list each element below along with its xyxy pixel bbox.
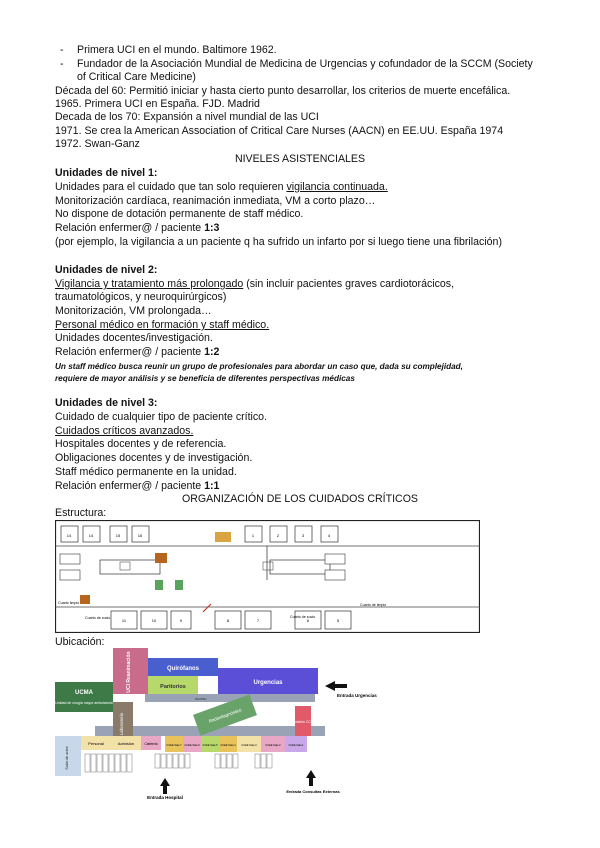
room-number: 14 xyxy=(88,533,94,538)
room-number: 14 xyxy=(66,533,72,538)
bed-icon xyxy=(60,570,80,580)
cart-icon xyxy=(155,553,167,563)
level2-ratio xyxy=(55,346,219,359)
ucma-label: UCMA xyxy=(75,690,93,696)
level1-line xyxy=(55,181,388,194)
entrada-consultas-label: Entrada Consultas Externas xyxy=(286,789,340,794)
section-title-niveles: NIVELES ASISTENCIALES xyxy=(234,153,366,165)
section-title-organizacion: ORGANIZACIÓN DE LOS CUIDADOS CRÍTICOS xyxy=(181,493,419,505)
sala-label: CCEE Sala 6 xyxy=(184,744,200,747)
room-label: Cuarto de sucio xyxy=(290,615,316,619)
level2-line1-underline: Vigilancia y tratamiento más prolongado xyxy=(55,278,244,290)
quirofanos-label: Quirófanos xyxy=(166,666,200,672)
ratio-value: 1:2 xyxy=(204,346,220,358)
level2-note: Un staff médico busca reunir un grupo de profesionales para abordar un caso que, dada su complejidad, xyxy=(55,362,463,371)
bed-icon xyxy=(60,554,80,564)
box-icon xyxy=(215,532,231,542)
room-number: 11 xyxy=(121,618,127,623)
ratio-label: Relación enfermer@ / paciente xyxy=(55,480,205,492)
admision-label: Admisión xyxy=(117,741,135,746)
nursing-station xyxy=(270,560,330,574)
level3-line: Cuidado de cualquier tipo de paciente crítico. xyxy=(55,411,268,423)
level2-line xyxy=(55,278,454,291)
radiodiagnostico-label: Radiodiagnóstico xyxy=(208,707,243,724)
sala-label: CCEE Sala 4 xyxy=(220,744,236,747)
room-label: Cuarto de limpio xyxy=(360,603,387,607)
bullet-continuation: of Critical Care Medicine) xyxy=(77,71,196,83)
room-number: 7 xyxy=(256,618,260,623)
paritorios-label: Paritorios xyxy=(160,684,186,690)
sala-label: CCEE Sala 2 xyxy=(265,744,281,747)
laboratorio-label: Laboratorio xyxy=(119,712,124,736)
level1-line: Monitorización cardíaca, reanimación inmediata, VM a corto plazo… xyxy=(55,195,376,207)
room-number: 3 xyxy=(301,533,305,538)
ccee-salas xyxy=(165,736,307,752)
sala-label: CCEE Sala 7 xyxy=(166,744,182,747)
sala-label: CCEE Sala 3 xyxy=(241,744,257,747)
level1-example: (por ejemplo, la vigilancia a un paciente q ha sufrido un infarto por si luego tiene una fibrilación) xyxy=(55,236,502,248)
corridor xyxy=(145,694,315,702)
ratio-value: 1:3 xyxy=(204,222,220,234)
room-number: 16 xyxy=(137,533,143,538)
history-line: Decada de los 70: Expansión a nivel mundial de las UCI xyxy=(55,111,319,123)
level2-line: Personal médico en formación y staff médico. xyxy=(55,319,270,331)
bottom-rooms xyxy=(111,611,351,629)
level2-line: traumatológicos, y neuroquirúrgicos) xyxy=(55,291,227,303)
history-line: 1971. Se crea la American Association of Critical Care Nurses (AACN) en EE.UU. España 1974 xyxy=(55,125,504,137)
icu-floor-plan xyxy=(55,520,480,633)
bullet-item: - Primera UCI en el mundo. Baltimore 1962. xyxy=(60,44,277,56)
entrada-hospital-label: Entrada Hospital xyxy=(147,795,183,800)
ucma-sublabel: Unidad de cirugía mayor ambulatoria xyxy=(55,701,113,705)
sink-icon xyxy=(175,580,183,590)
room-label: Cuarto de sucio xyxy=(85,616,111,620)
level3-line: Obligaciones docentes y de investigación. xyxy=(55,452,253,464)
history-line: 1965. Primera UCI en España. FJD. Madrid xyxy=(55,98,260,110)
room-number: 2 xyxy=(276,533,280,538)
entrada-urgencias-label: Entrada Urgencias xyxy=(337,693,377,698)
estructura-label: Estructura: xyxy=(55,507,107,519)
sink-icon xyxy=(155,580,163,590)
uci-label: UCI Reanimación xyxy=(126,651,132,693)
admision-ccee-label: Admisión CCEE xyxy=(290,720,316,724)
room-number: 10 xyxy=(151,618,157,623)
level3-line: Cuidados críticos avanzados. xyxy=(55,425,194,437)
level3-ratio xyxy=(55,480,219,493)
personal-label: Personal xyxy=(88,741,104,746)
ubicacion-label: Ubicación: xyxy=(55,636,105,648)
hospital-location-map xyxy=(55,648,377,800)
bed-icon xyxy=(325,554,345,564)
level3-line: Hospitales docentes y de referencia. xyxy=(55,438,227,450)
ratio-label: Relación enfermer@ / paciente xyxy=(55,346,205,358)
room-number: 15 xyxy=(115,533,121,538)
ratio-value: 1:1 xyxy=(204,480,220,492)
level2-line: Monitorización, VM prolongada… xyxy=(55,305,212,317)
level2-line: Unidades docentes/investigación. xyxy=(55,332,213,344)
level1-line: No dispone de dotación permanente de staff médico. xyxy=(55,208,304,220)
ratio-label: Relación enfermer@ / paciente xyxy=(55,222,205,234)
sala-label: CCEE Sala 5 xyxy=(202,744,218,747)
room-number: 8 xyxy=(226,618,230,623)
level3-heading: Unidades de nivel 3: xyxy=(55,397,158,409)
level2-line1-text: (sin incluir pacientes graves cardiotorácicos, xyxy=(243,278,455,290)
level3-line: Staff médico permanente en la unidad. xyxy=(55,466,237,478)
history-line: Década del 60: Permitió iniciar y hasta cierto punto desarrollar, los criterios de muerte encefálica. xyxy=(55,85,511,97)
room-number: 4 xyxy=(327,533,331,538)
level2-note: requiere de mayor análisis y se beneficia de diferentes perspectivas médicas xyxy=(55,374,355,383)
level1-line1-text: Unidades para el cuidado que tan solo requieren xyxy=(55,181,287,193)
sala-label: CCEE Sala 1 xyxy=(288,744,304,747)
level1-line1-underline: vigilancia continuada. xyxy=(286,181,388,193)
history-line: 1972. Swan-Ganz xyxy=(55,138,140,150)
bullet-item: - Fundador de la Asociación Mundial de Medicina de Urgencias y cofundador de la SCCM (Society xyxy=(60,58,533,70)
level2-heading: Unidades de nivel 2: xyxy=(55,264,158,276)
room-label: Cuarto limpio xyxy=(58,601,80,605)
cart-icon xyxy=(80,595,90,604)
room-number: 5 xyxy=(336,618,340,623)
room-number: 1 xyxy=(251,533,255,538)
level1-ratio xyxy=(55,222,219,235)
room-number: 6 xyxy=(306,618,310,623)
room-number: 9 xyxy=(179,618,183,623)
bed-icon xyxy=(325,570,345,580)
cafeteria-label: Cafetería xyxy=(144,742,158,746)
salon-actos-label: Salón de actos xyxy=(65,746,69,770)
ucma-block xyxy=(55,682,113,712)
acceso-label: Acceso xyxy=(195,697,207,701)
urgencias-label: Urgencias xyxy=(253,680,283,686)
level1-heading: Unidades de nivel 1: xyxy=(55,167,158,179)
